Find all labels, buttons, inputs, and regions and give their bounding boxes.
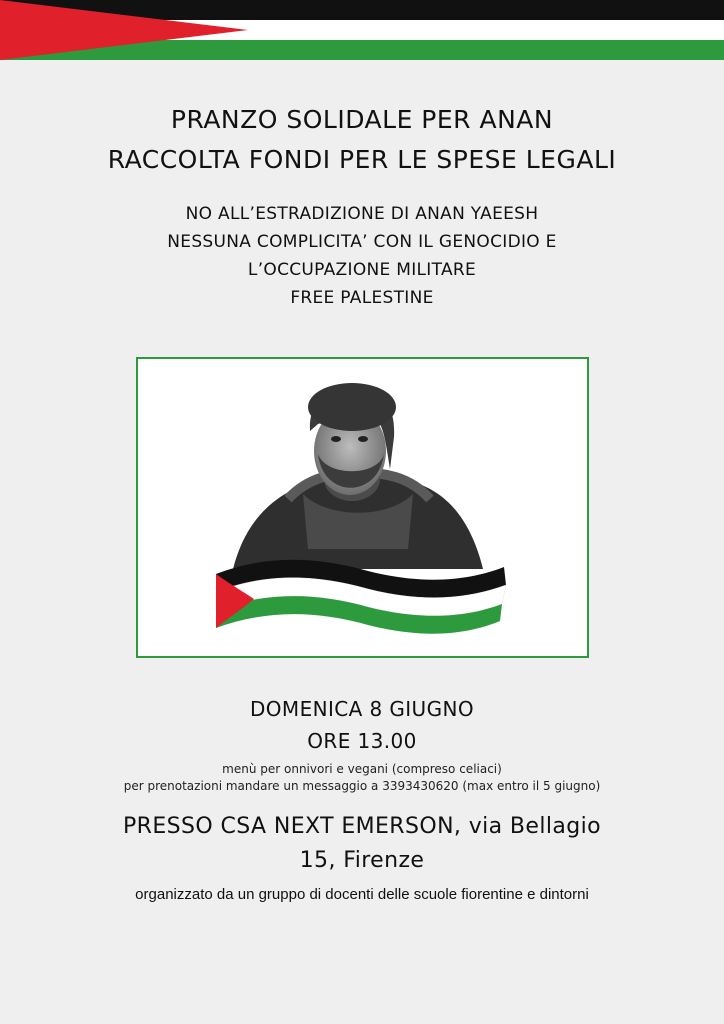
menu-note: menù per onnivori e vegani (compreso celiaci) <box>222 762 502 776</box>
photo-frame <box>136 357 589 658</box>
event-date: DOMENICA 8 GIUGNO <box>249 697 475 721</box>
slogan-line-2: NESSUNA COMPLICITA’ CON IL GENOCIDIO E <box>167 232 557 252</box>
title-line-2: RACCOLTA FONDI PER LE SPESE LEGALI <box>107 145 617 174</box>
title-line-1: PRANZO SOLIDALE PER ANAN <box>170 105 554 134</box>
event-time: ORE 13.00 <box>307 729 417 753</box>
venue-line-1: PRESSO CSA NEXT EMERSON, via Bellagio <box>122 814 601 839</box>
slogan-line-4: FREE PALESTINE <box>290 288 434 308</box>
slogan-line-3: L’OCCUPAZIONE MILITARE <box>247 260 477 280</box>
palestine-flag-wave-icon <box>138 359 587 656</box>
booking-note: per prenotazioni mandare un messaggio a 3393430620 (max entro il 5 giugno) <box>123 779 601 793</box>
slogan-line-1: NO ALL’ESTRADIZIONE DI ANAN YAEESH <box>185 204 539 224</box>
venue-line-2: 15, Firenze <box>299 848 425 873</box>
palestine-flag-banner-icon <box>0 0 724 62</box>
organizer-note: organizzato da un gruppo di docenti delle scuole fiorentine e dintorni <box>135 886 589 903</box>
